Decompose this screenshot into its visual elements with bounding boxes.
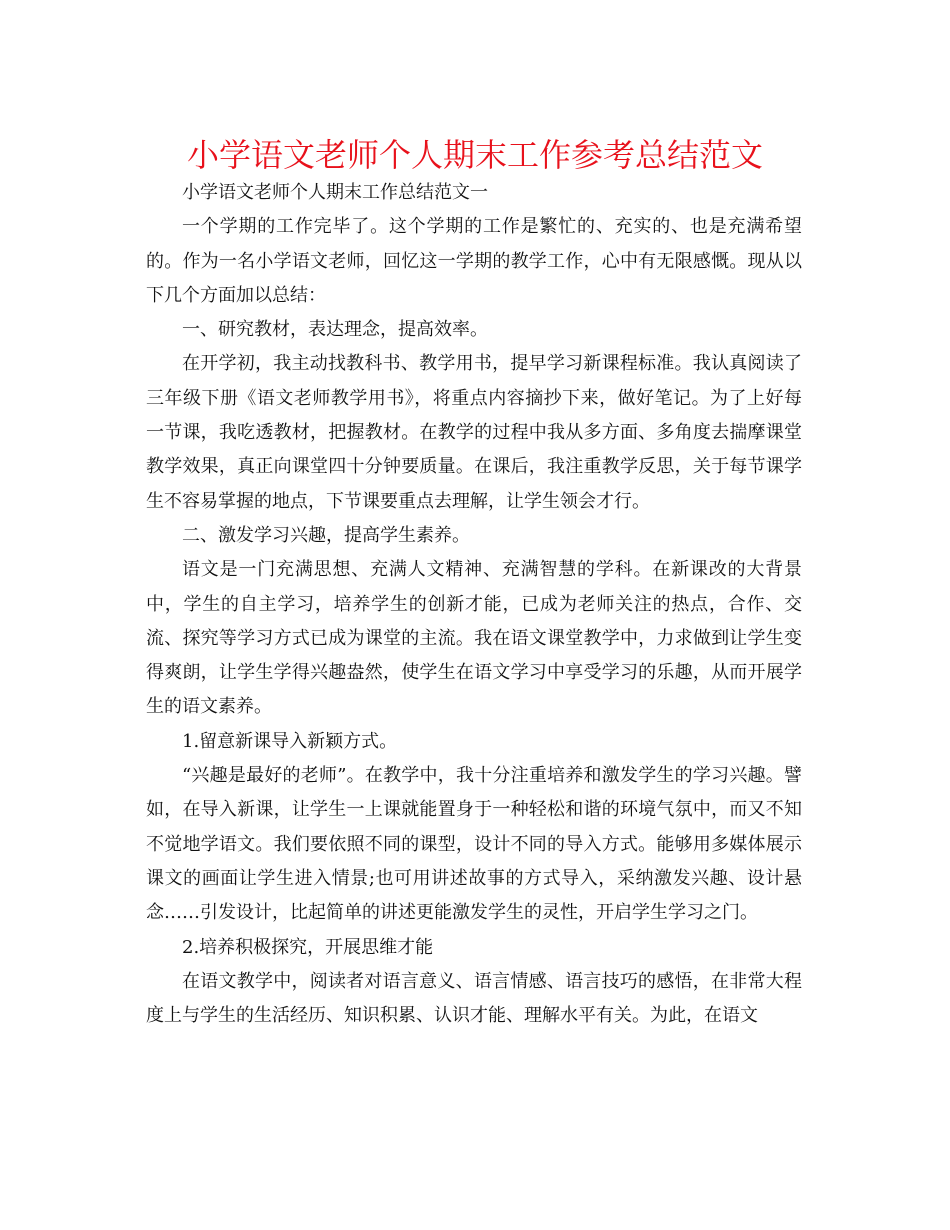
paragraph: 一个学期的工作完毕了。这个学期的工作是繁忙的、充实的、也是充满希望的。作为一名小学语文老师，回忆这一学期的教学工作，心中有无限感慨。现从以下几个方面加以总结： <box>146 216 802 306</box>
paragraph: 2.培养积极探究，开展思维才能 <box>182 936 434 958</box>
paragraph: 语文是一门充满思想、充满人文精神、充满智慧的学科。在新课改的大背景中，学生的自主学习，培养学生的创新才能，已成为老师关注的热点，合作、交流、探究等学习方式已成为课堂的主流。我在语文课堂教学中，力求做到让学生变得爽朗，让学生学得兴趣盎然，使学生在语文学习中享受学习的乐趣，从而开展学生的语文素养。 <box>146 559 802 718</box>
paragraph: 一、研究教材，表达理念，提高效率。 <box>182 319 488 341</box>
paragraph: 1.留意新课导入新颖方式。 <box>182 730 398 752</box>
paragraph: “兴趣是最好的老师”。在教学中，我十分注重培养和激发学生的学习兴趣。譬如，在导入新课，让学生一上课就能置身于一种轻松和谐的环境气氛中，而又不知不觉地学语文。我们要依照不同的课型，设计不同的导入方式。能够用多媒体展示课文的画面让学生进入情景;也可用讲述故事的方式导入，采纳激发兴趣、设计悬念……引发设计，比起简单的讲述更能激发学生的灵性，开启学生学习之门。 <box>146 765 802 924</box>
paragraph: 小学语文老师个人期末工作总结范文一 <box>182 182 488 203</box>
document-body <box>146 176 802 1033</box>
paragraph: 在开学初，我主动找教科书、教学用书，提早学习新课程标准。我认真阅读了三年级下册《语文老师教学用书》，将重点内容摘抄下来，做好笔记。为了上好每一节课，我吃透教材，把握教材。在教学的过程中我从多方面、多角度去揣摩课堂教学效果，真正向课堂四十分钟要质量。在课后，我注重教学反思，关于每节课学生不容易掌握的地点，下节课要重点去理解，让学生领会才行。 <box>146 353 802 512</box>
paragraph: 二、激发学习兴趣，提高学生素养。 <box>182 524 470 546</box>
paragraph: 在语文教学中，阅读者对语言意义、语言情感、语言技巧的感悟，在非常大程度上与学生的生活经历、知识积累、认识才能、理解水平有关。为此，在语文 <box>146 970 802 1027</box>
document-title: 小学语文老师个人期末工作参考总结范文 <box>186 136 763 174</box>
